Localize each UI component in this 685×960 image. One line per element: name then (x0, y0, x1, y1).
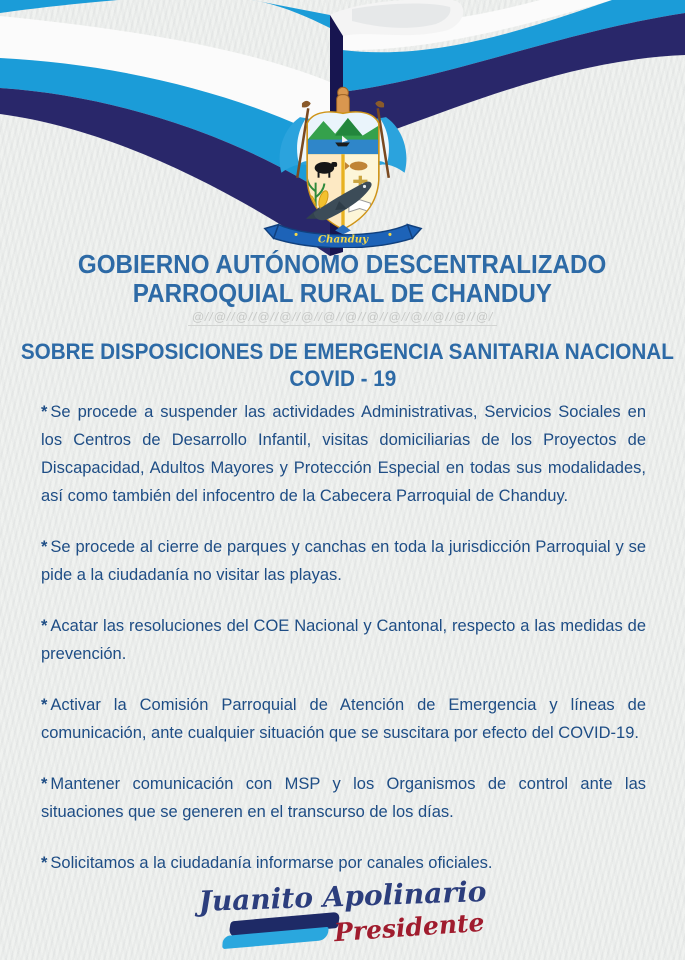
bullet-marker: * (41, 538, 48, 556)
signature-name: Juanito Apolinario (198, 874, 487, 919)
bullet-marker: * (41, 775, 48, 793)
signature-brush-stroke-icon (220, 912, 340, 954)
bullet-marker: * (41, 403, 48, 421)
subject-title (0, 338, 685, 392)
signature-block (0, 874, 685, 957)
bullet-marker: * (41, 617, 48, 635)
bullet-marker: * (41, 854, 48, 872)
bullet-text: Se procede al cierre de parques y canchas en toda la jurisdicción Parroquial y se pide a la ciudadanía no visitar las playas. (41, 538, 646, 584)
signature-role: Presidente (332, 907, 485, 948)
org-title-line1: GOBIERNO AUTÓNOMO DESCENTRALIZADO (78, 249, 607, 279)
crest-banner-text: Chanduy (317, 233, 368, 246)
bullet-item (41, 691, 646, 747)
bullet-item (41, 533, 646, 589)
bullet-list (41, 398, 646, 900)
coat-of-arms (255, 80, 431, 248)
bullet-text: Se procede a suspender las actividades Administrativas, Servicios Sociales en los Centros de Desarrollo Infantil, visitas domiciliarias de los Proyectos de Discapacidad, Adultos Mayores y Protección Especial en todas sus modalidades, así como también del infocentro de la Cabecera Parroquial de Chanduy. (41, 403, 646, 505)
bullet-item (41, 770, 646, 826)
bullet-text: Mantener comunicación con MSP y los Organismos de control ante las situaciones que se generen en el transcurso de los días. (41, 775, 646, 821)
bullet-marker: * (41, 696, 48, 714)
bullet-text: Solicitamos a la ciudadanía informarse por canales oficiales. (50, 854, 493, 872)
bullet-item (41, 612, 646, 668)
subject-line2: COVID - 19 (289, 366, 396, 391)
bullet-text: Activar la Comisión Parroquial de Atención de Emergencia y líneas de comunicación, ante cualquier situación que se suscitara por efecto del COVID-19. (41, 696, 646, 742)
org-title-line2: PARROQUIAL RURAL DE CHANDUY (132, 278, 553, 308)
org-title (0, 250, 685, 308)
wave-divider: @//@//@//@//@//@//@//@//@//@//@//@//@//@/ (0, 308, 685, 326)
bullet-text: Acatar las resoluciones del COE Nacional y Cantonal, respecto a las medidas de prevención. (41, 617, 646, 663)
bullet-item (41, 398, 646, 510)
subject-line1: SOBRE DISPOSICIONES DE EMERGENCIA SANITARIA NACIONAL (20, 339, 674, 364)
